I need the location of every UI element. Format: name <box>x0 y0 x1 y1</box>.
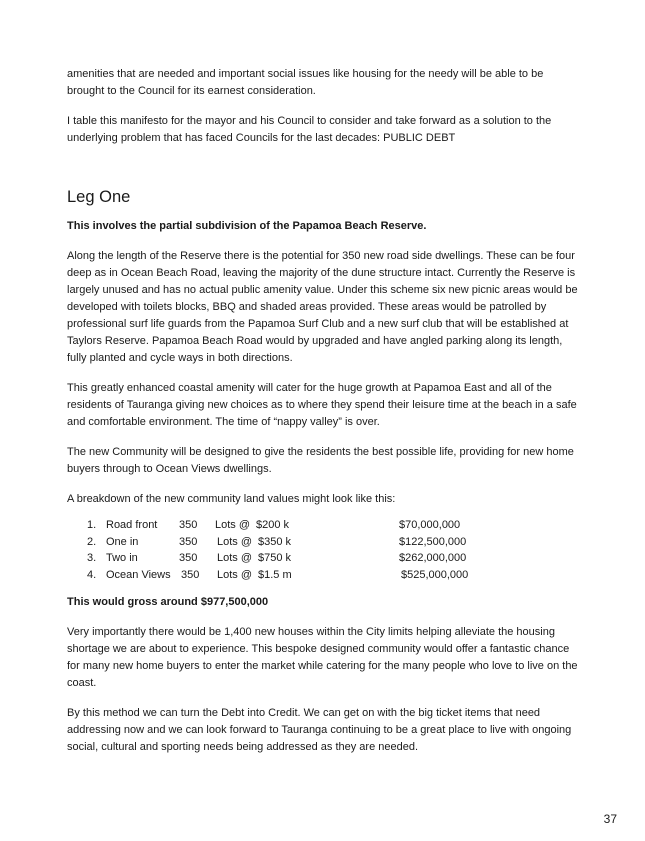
item-count: 350 <box>179 552 198 564</box>
item-number: 4. <box>87 568 97 581</box>
breakdown-intro: A breakdown of the new community land values might look like this: <box>67 493 396 505</box>
item-name: One in <box>106 535 139 548</box>
item-total: $262,000,000 <box>399 552 467 564</box>
item-price: $200 k <box>256 519 290 531</box>
item-total: $122,500,000 <box>399 535 467 548</box>
page-body <box>67 66 579 769</box>
housing-paragraph: Very importantly there would be 1,400 new houses within the City limits helping alleviate the housing shortage we are about to experience. This bespoke designed community would offer a fantastic chance for many new home buyers to enter the market while catering for the many people who love to live on the coast. <box>67 626 578 689</box>
intro-paragraph: amenities that are needed and important social issues like housing for the needy will be able to be brought to the Council for its earnest consideration. <box>67 68 544 97</box>
page-number: 37 <box>603 812 617 826</box>
reserve-paragraph: Along the length of the Reserve there is the potential for 350 new road side dwellings. These can be four deep as in Ocean Beach Road, leaving the majority of the dune structure intact. Currently the Reserve is largely unused and has no actual public amenity value. Under this scheme six new picnic areas would be developed with toilets blocks, BBQ and shaded areas provided. These areas would be patrolled by professional surf life guards from the Papamoa Surf Club and a new surf club that will be established at Taylors Reserve. Papamoa Beach Road would by upgraded and have angled parking along its length, fully planted and cycle ways in both directions. <box>67 250 578 364</box>
manifesto-paragraph: I table this manifesto for the mayor and his Council to consider and take forward as a solution to the underlying problem that has faced Councils for the last decades: PUBLIC DEBT <box>67 115 552 144</box>
item-count: 350 <box>181 568 200 581</box>
item-name: Ocean Views <box>106 568 171 581</box>
community-paragraph: The new Community will be designed to give the residents the best possible life, providing for new home buyers through to Ocean Views dwellings. <box>67 446 574 475</box>
item-lots: Lots @ <box>217 535 253 548</box>
item-count: 350 <box>179 535 198 548</box>
item-name: Road front <box>106 519 158 531</box>
item-number: 1. <box>87 519 97 531</box>
item-price: $1.5 m <box>258 568 292 581</box>
list-item <box>67 567 579 584</box>
item-price: $750 k <box>258 552 292 564</box>
section-heading: Leg One <box>67 188 131 206</box>
item-total: $70,000,000 <box>399 519 461 531</box>
item-lots: Lots @ <box>217 552 253 564</box>
item-lots: Lots @ <box>217 568 253 581</box>
section-subheading: This involves the partial subdivision of the Papamoa Beach Reserve. <box>67 220 427 232</box>
list-item <box>67 534 579 551</box>
item-number: 3. <box>87 552 97 564</box>
item-number: 2. <box>87 535 97 548</box>
amenity-paragraph: This greatly enhanced coastal amenity will cater for the huge growth at Papamoa East and all of the residents of Tauranga giving new choices as to where they spend their leisure time at the beach in a safe and comfortable environment. The time of “nappy valley” is over. <box>67 382 577 428</box>
list-item <box>67 517 579 534</box>
item-name: Two in <box>106 552 138 564</box>
list-item <box>67 550 579 567</box>
item-lots: Lots @ <box>215 519 251 531</box>
item-total: $525,000,000 <box>401 568 469 581</box>
land-value-list <box>67 517 579 583</box>
credit-paragraph: By this method we can turn the Debt into Credit. We can get on with the big ticket items that need addressing now and we can look forward to Tauranga continuing to be a great place to live with ongoing social, cultural and sporting needs being addressed as they are needed. <box>67 707 572 753</box>
item-price: $350 k <box>258 535 292 548</box>
item-count: 350 <box>179 519 198 531</box>
gross-total: This would gross around $977,500,000 <box>67 596 269 608</box>
